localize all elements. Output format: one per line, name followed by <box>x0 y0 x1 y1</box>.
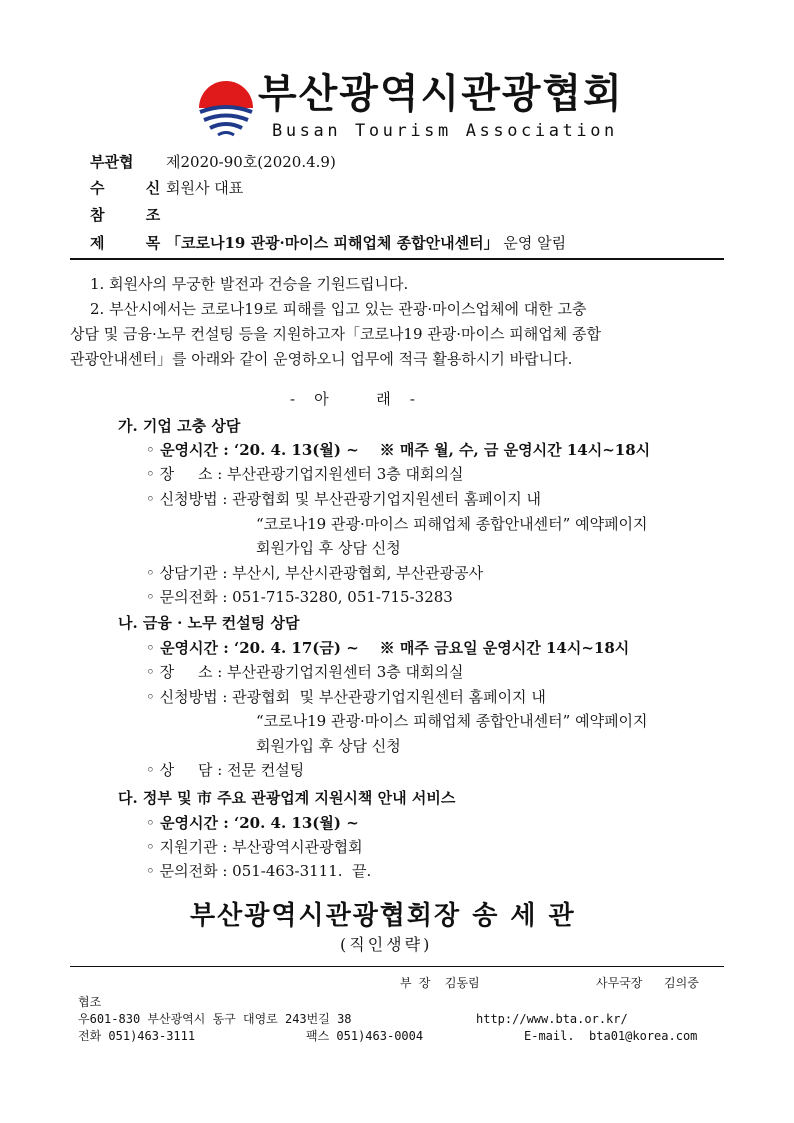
section-da-phone: ◦ 문의전화 : 051-463-3111. 끝. <box>146 862 372 880</box>
section-na-apply-line3: 회원가입 후 상담 신청 <box>256 737 401 755</box>
recipient-value: 회원사 대표 <box>166 179 244 197</box>
seal-omitted-note: (직인생략) <box>340 935 433 954</box>
paragraph-2-line-1: 2. 부산시에서는 코로나19로 피해를 입고 있는 관광·마이스업체에 대한 고충 <box>90 300 587 318</box>
section-da-title: 다. 정부 및 市 주요 관광업계 지원시책 안내 서비스 <box>118 789 456 807</box>
header-divider <box>70 258 724 260</box>
section-ga-apply: ◦ 신청방법 : 관광협회 및 부산관광기업지원센터 홈페이지 내 <box>146 490 542 508</box>
ref-number: 제2020-90호(2020.4.9) <box>166 153 336 171</box>
footer-manager: 부 장 김동림 <box>400 976 480 990</box>
paragraph-1: 1. 회원사의 무궁한 발전과 건승을 기원드립니다. <box>90 275 409 293</box>
footer-url[interactable]: http://www.bta.or.kr/ <box>476 1012 628 1026</box>
ref-label: 부관협 <box>90 153 134 171</box>
section-ga-apply-line3: 회원가입 후 상담 신청 <box>256 539 401 557</box>
reference-label: 참 조 <box>90 206 179 224</box>
section-na-apply-line2: “코로나19 관광·마이스 피해업체 종합안내센터” 예약페이지 <box>256 712 648 730</box>
footer-address: 우601-830 부산광역시 동구 대영로 243번길 38 <box>78 1012 352 1026</box>
footer-secretary: 사무국장 김의중 <box>596 976 699 990</box>
section-ga-hours: ◦ 운영시간 : ‘20. 4. 13(월) ~ ※ 매주 월, 수, 금 운영시간 14시~18시 <box>146 441 651 459</box>
footer-coop: 협조 <box>78 995 102 1009</box>
section-ga-agencies: ◦ 상담기관 : 부산시, 부산시관광협회, 부산관광공사 <box>146 564 484 582</box>
footer-email[interactable]: E-mail. bta01@korea.com <box>524 1029 698 1043</box>
subject-label: 제 목 <box>90 234 179 252</box>
section-ga-apply-line2: “코로나19 관광·마이스 피해업체 종합안내센터” 예약페이지 <box>256 515 648 533</box>
section-ga-location: ◦ 장 소 : 부산관광기업지원센터 3층 대회의실 <box>146 465 464 483</box>
section-ga-title: 가. 기업 고충 상담 <box>118 417 241 435</box>
org-name-english: Busan Tourism Association <box>272 121 618 141</box>
recipient-label: 수 신 <box>90 179 179 197</box>
footer-fax: 팩스 051)463-0004 <box>306 1029 424 1043</box>
section-na-apply: ◦ 신청방법 : 관광협회 및 부산관광기업지원센터 홈페이지 내 <box>146 688 546 706</box>
subject-rest: 운영 알림 <box>503 234 567 252</box>
section-da-agency: ◦ 지원기관 : 부산광역시관광협회 <box>146 838 363 856</box>
section-na-title: 나. 금융 · 노무 컨설팅 상담 <box>118 614 300 632</box>
subject-value <box>166 233 566 253</box>
paragraph-2-line-3: 관광안내센터」를 아래와 같이 운영하오니 업무에 적극 활용하시기 바랍니다. <box>70 350 573 368</box>
section-na-consulting: ◦ 상 담 : 전문 컨설팅 <box>146 761 305 779</box>
section-na-location: ◦ 장 소 : 부산관광기업지원센터 3층 대회의실 <box>146 663 464 681</box>
footer-phone: 전화 051)463-3111 <box>78 1029 196 1043</box>
section-na-hours: ◦ 운영시간 : ‘20. 4. 17(금) ~ ※ 매주 금요일 운영시간 14시~18시 <box>146 639 630 657</box>
below-heading: - 아 래 - <box>290 390 415 408</box>
paragraph-2-line-2: 상담 및 금융·노무 컨설팅 등을 지원하고자「코로나19 관광·마이스 피해업체 종합 <box>70 325 601 343</box>
signatory-name: 부산광역시관광협회장 송 세 관 <box>190 901 576 931</box>
section-da-hours: ◦ 운영시간 : ‘20. 4. 13(월) ~ <box>146 814 359 832</box>
busan-tourism-logo-icon <box>196 78 256 138</box>
subject-bold: 「코로나19 관광·마이스 피해업체 종합안내센터」 <box>166 234 499 252</box>
section-ga-phone: ◦ 문의전화 : 051-715-3280, 051-715-3283 <box>146 588 453 606</box>
org-name-korean: 부산광역시관광협회 <box>258 71 624 117</box>
footer-divider <box>70 966 724 967</box>
